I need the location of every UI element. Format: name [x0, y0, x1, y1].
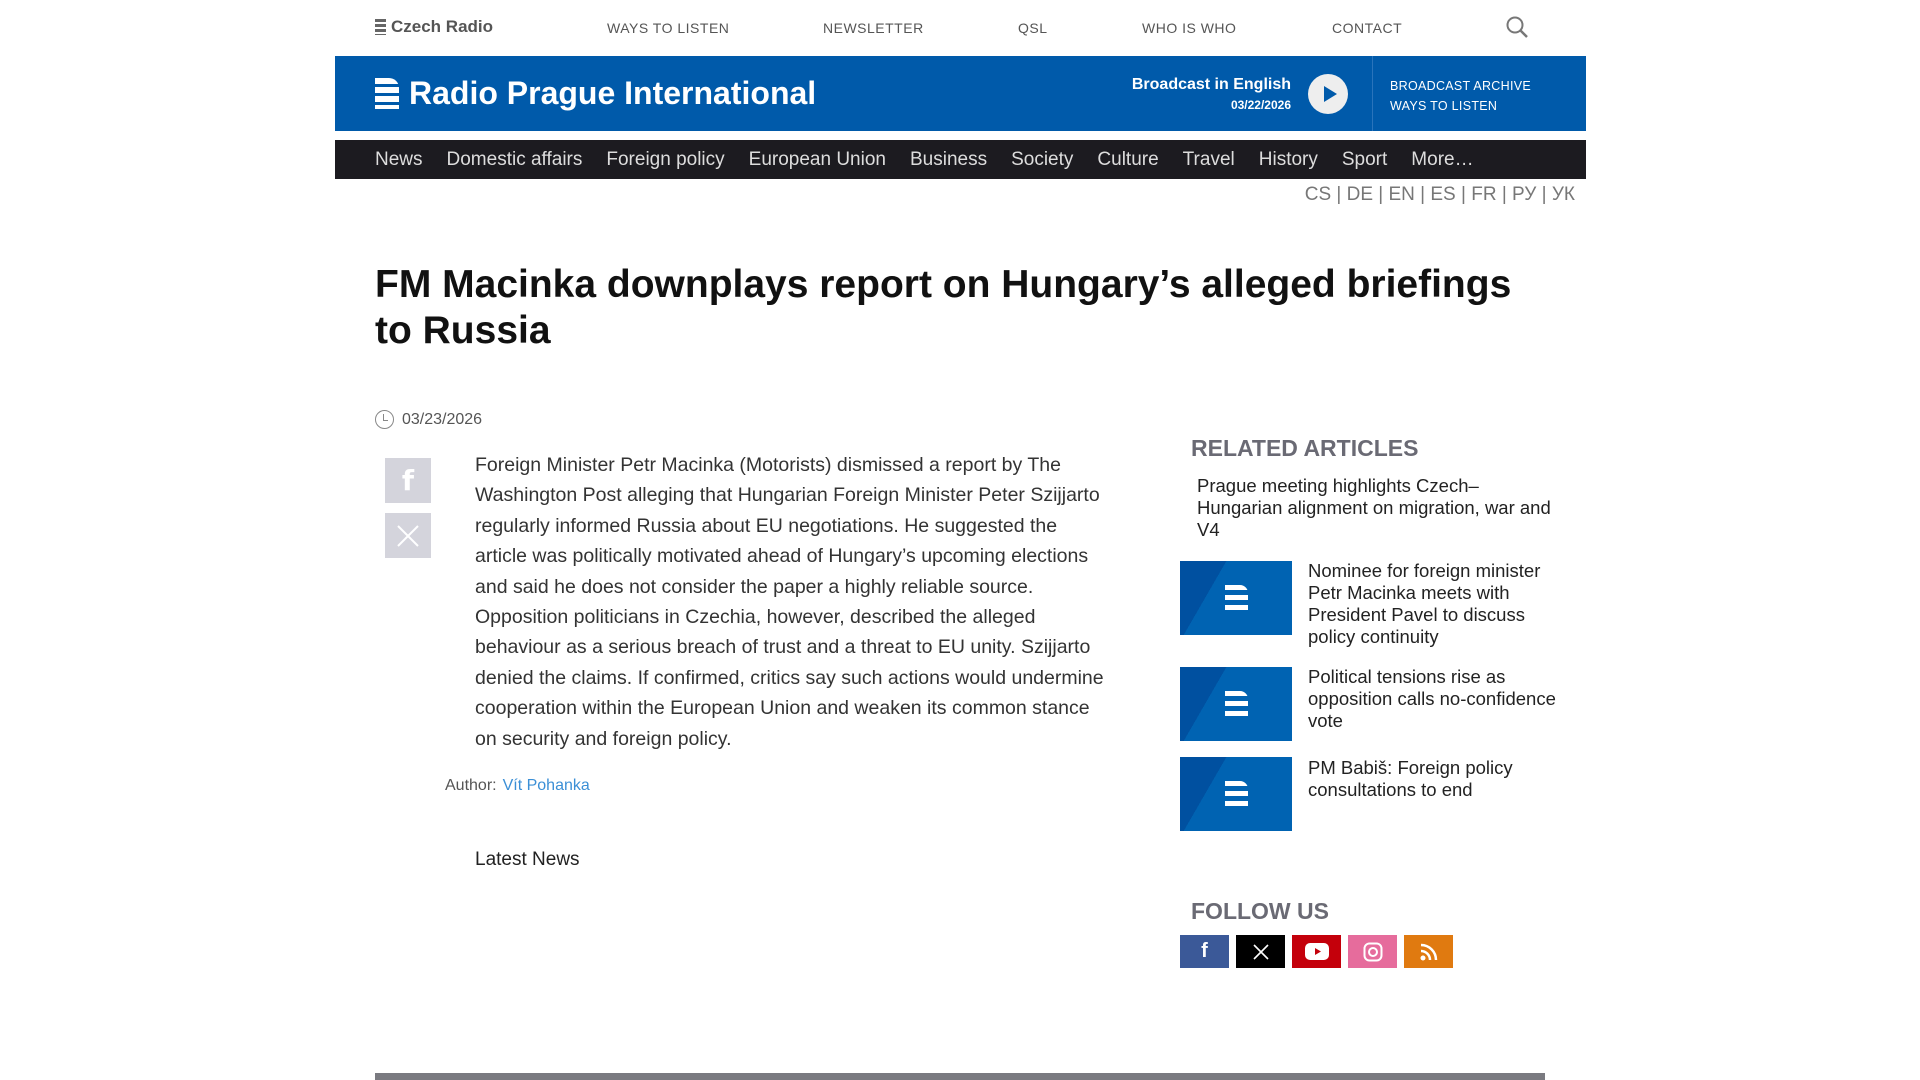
share-x-button[interactable] [385, 513, 431, 558]
top-link-qsl[interactable]: QSL [1018, 20, 1048, 36]
facebook-icon: f [401, 464, 415, 497]
author-label: Author: [445, 777, 497, 794]
broadcast-title: Broadcast in English [1131, 76, 1291, 93]
nav-more[interactable]: More… [1411, 148, 1474, 170]
follow-instagram-button[interactable] [1348, 935, 1397, 968]
nav-news[interactable]: News [375, 148, 423, 170]
x-icon [396, 524, 420, 548]
czech-radio-logo-icon [375, 19, 386, 35]
logo-text: Czech Radio [391, 17, 494, 36]
follow-facebook-button[interactable] [1180, 935, 1229, 968]
related-article-thumbnail[interactable] [1180, 561, 1292, 635]
follow-us-heading: FOLLOW US [1191, 898, 1329, 924]
nav-culture[interactable]: Culture [1097, 148, 1159, 170]
instagram-icon [1363, 942, 1383, 962]
nav-travel[interactable]: Travel [1182, 148, 1235, 170]
related-article-thumbnail[interactable] [1180, 667, 1292, 741]
broadcast-info [1132, 76, 1291, 112]
related-article-link[interactable]: Political tensions rise as opposition calls no-confidence vote [1308, 666, 1556, 731]
nav-domestic-affairs[interactable]: Domestic affairs [446, 148, 583, 170]
top-link-ways-to-listen[interactable]: WAYS TO LISTEN [607, 20, 730, 36]
header-divider [1372, 56, 1373, 131]
site-logo[interactable] [375, 75, 816, 112]
brand-name: Radio Prague International [409, 75, 817, 111]
nav-foreign-policy[interactable]: Foreign policy [606, 148, 725, 170]
czech-radio-logo[interactable] [375, 17, 493, 37]
footer-bar [375, 1073, 1545, 1080]
date-text: 03/23/2026 [402, 410, 483, 428]
related-article-thumbnail[interactable] [1180, 757, 1292, 831]
play-button[interactable] [1308, 74, 1348, 114]
clock-icon [375, 410, 394, 429]
rpi-logo-icon [1225, 585, 1248, 611]
header-links [1390, 76, 1531, 116]
site-header [335, 56, 1586, 131]
broadcast-date: 03/22/2026 [1230, 98, 1291, 112]
youtube-icon [1305, 943, 1329, 960]
article-date [375, 410, 482, 429]
main-nav [335, 140, 1586, 179]
follow-youtube-button[interactable] [1292, 935, 1341, 968]
article-title: FM Macinka downplays report on Hungary’s alleged briefings to Russia [375, 263, 1512, 352]
ways-to-listen-link[interactable]: WAYS TO LISTEN [1390, 99, 1498, 113]
related-article-link[interactable]: Prague meeting highlights Czech–Hungarian alignment on migration, war and V4 [1197, 475, 1551, 540]
rpi-logo-icon [375, 78, 399, 109]
nav-european-union[interactable]: European Union [748, 148, 886, 170]
follow-rss-button[interactable] [1404, 935, 1453, 968]
rpi-logo-icon [1225, 691, 1248, 717]
related-article-link[interactable]: Nominee for foreign minister Petr Macinka meets with President Pavel to discuss policy continuity [1308, 560, 1541, 647]
search-icon[interactable] [1505, 15, 1531, 41]
nav-business[interactable]: Business [909, 148, 988, 170]
related-articles-heading: RELATED ARTICLES [1191, 435, 1419, 461]
broadcast-archive-link[interactable]: BROADCAST ARCHIVE [1390, 79, 1532, 93]
language-switcher[interactable]: CS | DE | EN | ES | FR | РУ | УК [1304, 184, 1575, 205]
article-body: Foreign Minister Petr Macinka (Motorists) dismissed a report by The Washington Post alleging that Hungarian Foreign Minister Peter Szijjarto regularly informed Russia about EU negotiations. He suggested the article was politically motivated ahead of Hungary’s upcoming elections and said he does not consider the paper a highly reliable source. Opposition politicians in Czechia, however, described the alleged behaviour as a serious breach of trust and a threat to EU unity. Szijjarto denied the claims. If confirmed, critics say such actions would undermine cooperation within the European Union and weaken its common stance on security and foreign policy. [475, 454, 1104, 750]
top-bar [335, 0, 1586, 56]
top-link-who-is-who[interactable]: WHO IS WHO [1142, 20, 1237, 36]
nav-sport[interactable]: Sport [1341, 148, 1388, 170]
top-link-contact[interactable]: CONTACT [1332, 20, 1403, 36]
facebook-icon: f [1201, 940, 1208, 962]
top-link-newsletter[interactable]: NEWSLETTER [823, 20, 924, 36]
article-author [445, 777, 590, 795]
rpi-logo-icon [1225, 781, 1248, 807]
follow-x-button[interactable] [1236, 935, 1285, 968]
rss-icon [1420, 943, 1438, 961]
nav-society[interactable]: Society [1011, 148, 1074, 170]
nav-history[interactable]: History [1258, 148, 1318, 170]
x-icon [1253, 944, 1269, 960]
related-article-link[interactable]: PM Babiš: Foreign policy consultations to end [1308, 757, 1513, 800]
author-link[interactable]: Vít Pohanka [502, 777, 590, 794]
latest-news-heading[interactable]: Latest News [475, 849, 580, 870]
share-facebook-button[interactable] [385, 458, 431, 503]
